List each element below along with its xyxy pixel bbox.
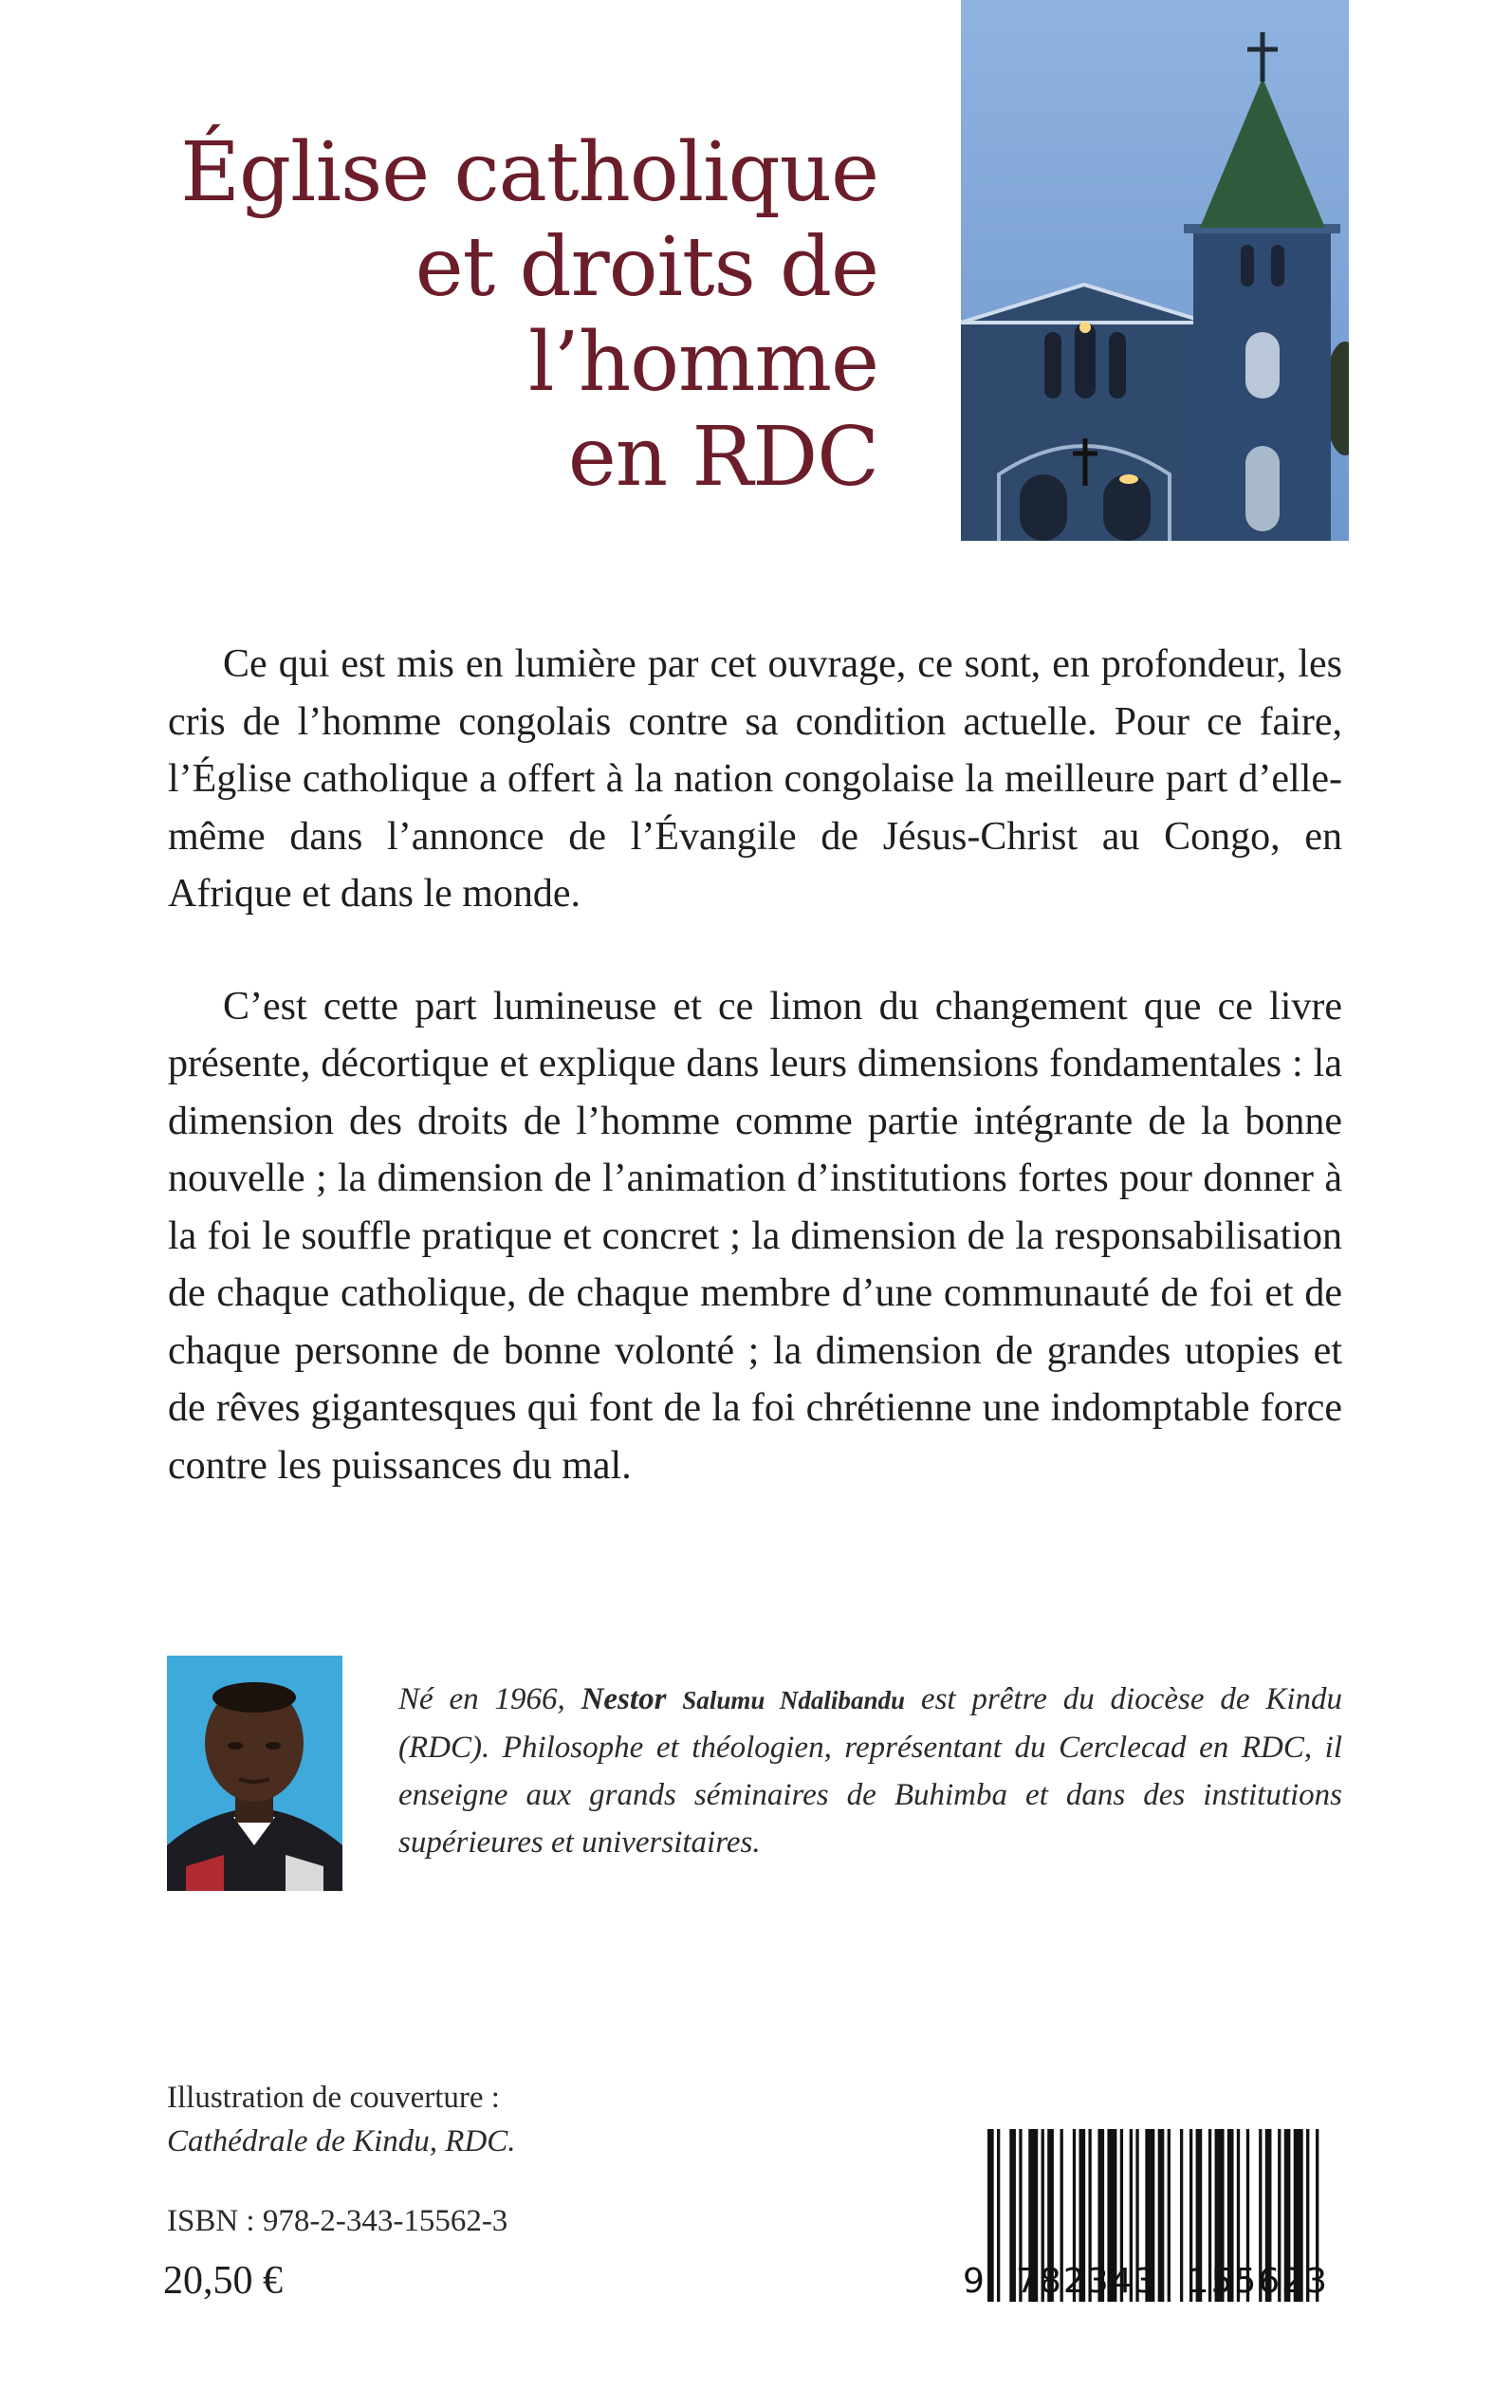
- bio-intro: Né en 1966,: [398, 1682, 581, 1716]
- credit-value: Cathédrale de Kindu, RDC.: [167, 2124, 516, 2158]
- author-photo: [167, 1656, 342, 1891]
- back-cover-summary: [168, 636, 1342, 1549]
- barcode-number: [963, 2261, 1329, 2303]
- bio-text: est prêtre du diocèse de Kindu (RDC). Philosophe et théologien, représentant du Cerclecad en RDC, il enseigne aux grands séminaires de Buhimba et dans des institutions supérieures et universitaires.: [398, 1682, 1342, 1860]
- title-line-2: et droits de l’homme: [415, 220, 878, 410]
- barcode-right-group: 155623: [1187, 2262, 1329, 2301]
- price: 20,50 €: [163, 2259, 283, 2303]
- book-title: [95, 125, 878, 505]
- title-line-3: en RDC: [567, 410, 878, 505]
- isbn: ISBN : 978-2-343-15562-3: [167, 2204, 508, 2238]
- author-bio: [398, 1676, 1342, 1866]
- summary-paragraph-2: C’est cette part lumineuse et ce limon du changement que ce livre présente, décortique et explique dans leurs dimensions fondamentales : la dimension des droits de l’homme comme partie intégrante de la bonne nouvelle ; la dimension de l’animation d’institutions fortes pour donner à la foi le souffle pratique et concret ; la dimension de la responsabilisation de chaque catholique, de chaque membre d’une communauté de foi et de chaque personne de bonne volonté ; la dimension de grandes utopies et de rêves gigantesques qui font de la foi chrétienne une indomptable force contre les puissances du mal.: [168, 984, 1342, 1488]
- credit-label: Illustration de couverture :: [167, 2081, 500, 2115]
- cathedral-photo: [961, 0, 1349, 541]
- title-line-1: Église catholique: [180, 125, 878, 220]
- author-last-name: Salumu Ndalibandu: [682, 1686, 906, 1714]
- cover-illustration-credit: [167, 2076, 516, 2163]
- barcode-lead-digit: 9: [963, 2262, 986, 2301]
- author-name: [581, 1682, 906, 1716]
- author-first-name: Nestor: [581, 1682, 683, 1716]
- barcode-left-group: 782343: [1016, 2262, 1158, 2301]
- summary-paragraph-1: Ce qui est mis en lumière par cet ouvrage, ce sont, en profondeur, les cris de l’homme congolais contre sa condition actuelle. Pour ce faire, l’Église catholique a offert à la nation congolaise la meilleure part d’elle-même dans l’annonce de l’Évangile de Jésus-Christ au Congo, en Afrique et dans le monde.: [168, 642, 1342, 916]
